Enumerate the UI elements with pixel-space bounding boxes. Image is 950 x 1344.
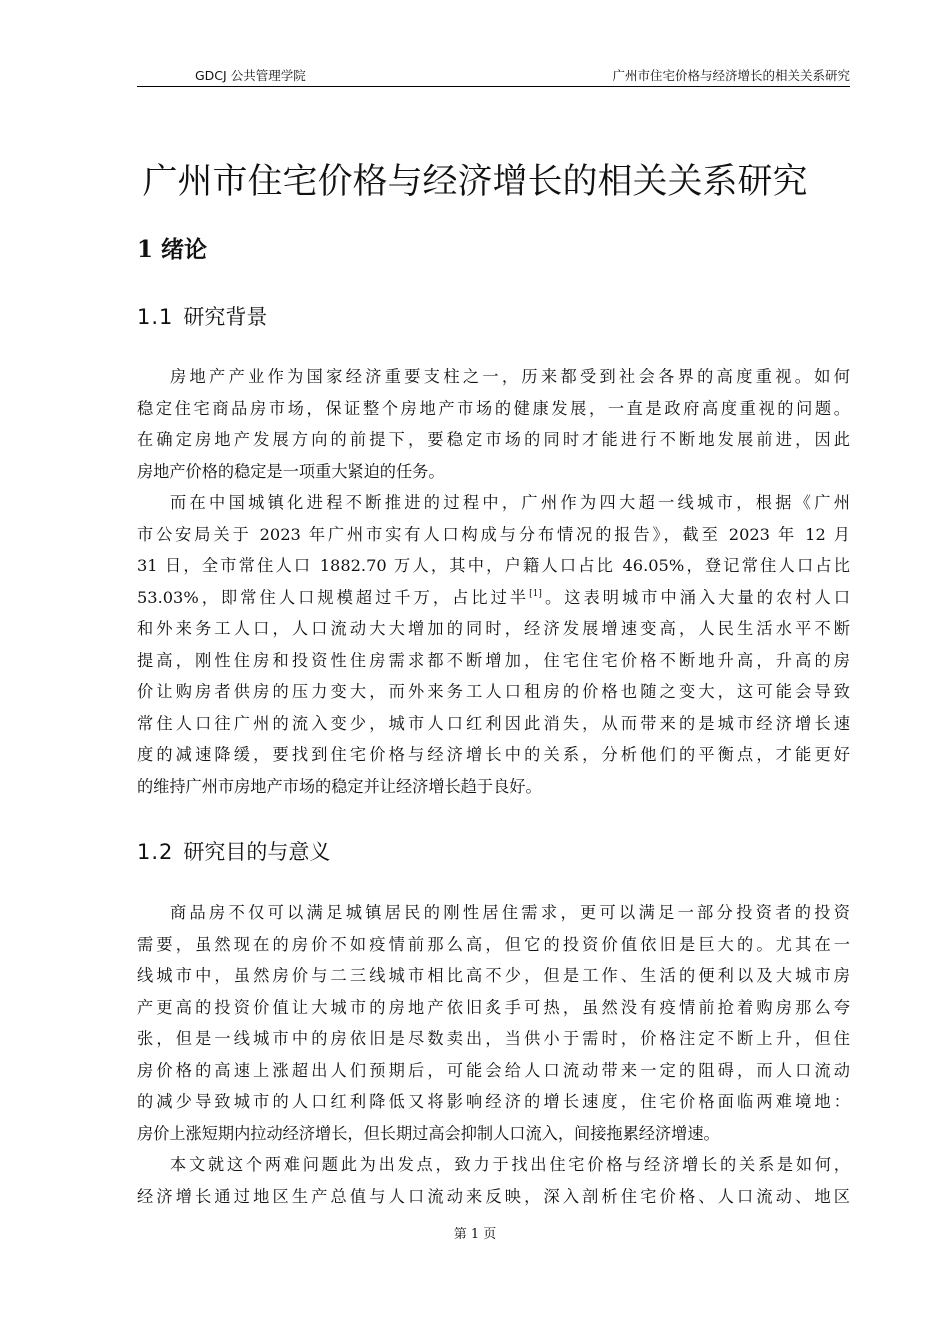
section-title: 研究背景 [183, 305, 268, 329]
header-institution: GDCJ 公共管理学院 [195, 68, 306, 83]
text-segment: 53.03%，即常住人口规模超过千万，占比过半 [137, 587, 530, 607]
header-paper-title: 广州市住宅价格与经济增长的相关关系研究 [612, 68, 850, 83]
text-line: 线城市中，虽然房价与二三线城市相比高不少，但是工作、生活的便利以及大城市房 [137, 966, 850, 985]
text-line: 稳定住宅商品房市场，保证整个房地产市场的健康发展，一直是政府高度重视的问题。 [137, 398, 850, 418]
text-line: 房价上涨短期内拉动经济增长，但长期过高会抑制人口流入，间接拖累经济增速。 [137, 1123, 720, 1143]
paragraph-background-1 [137, 361, 850, 487]
text-line-with-citation [137, 582, 850, 614]
text-line: 房地产产业作为国家经济重要支柱之一，历来都受到社会各界的高度重视。如何 [170, 367, 850, 386]
text-line: 提高，刚性住房和投资性住房需求都不断增加，住宅住宅价格不断地升高，升高的房 [137, 650, 850, 670]
document-title: 广州市住宅价格与经济增长的相关关系研究 [142, 162, 808, 202]
text-line: 需要，虽然现在的房价不如疫情前那么高，但它的投资价值依旧是巨大的。尤其在一 [137, 934, 850, 954]
text-line: 和外来务工人口，人口流动大大增加的同时，经济发展增速变高，人民生活水平不断 [137, 619, 850, 638]
text-line: 市公安局关于 2023 年广州市实有人口构成与分布情况的报告》，截至 2023 年 12 月 [137, 524, 850, 544]
text-line: 而在中国城镇化进程不断推进的过程中，广州作为四大超一线城市，根据《广州 [170, 493, 850, 512]
text-segment: 。这表明城市中涌入大量的农村人口 [541, 587, 850, 607]
text-line: 价让购房者供房的压力变大，而外来务工人口租房的价格也随之变大，这可能会导致 [137, 682, 850, 701]
text-line: 房地产价格的稳定是一项重大紧迫的任务。 [137, 461, 445, 481]
text-line: 度的减速降缓，要找到住宅价格与经济增长中的关系，分析他们的平衡点，才能更好 [137, 745, 850, 764]
chapter-heading: 1 绪论 [137, 236, 208, 263]
section-heading-1-1 [137, 302, 267, 332]
citation-ref[interactable]: [1] [529, 588, 542, 599]
section-title: 研究目的与意义 [183, 840, 331, 864]
text-line: 的维持广州市房地产市场的稳定并让经济增长趋于良好。 [137, 776, 542, 796]
text-line: 在确定房地产发展方向的前提下，要稳定市场的同时才能进行不断地发展前进，因此 [137, 430, 850, 449]
text-line: 商品房不仅可以满足城镇居民的刚性居住需求，更可以满足一部分投资者的投资 [170, 903, 850, 922]
section-number: 1.1 [137, 305, 174, 329]
text-line: 本文就这个两难问题此为出发点，致力于找出住宅价格与经济增长的关系是如何， [170, 1155, 850, 1174]
paragraph-purpose-1 [137, 897, 850, 1149]
text-line: 经济增长通过地区生产总值与人口流动来反映，深入剖析住宅价格、人口流动、地区 [137, 1186, 850, 1206]
section-number: 1.2 [137, 840, 174, 864]
section-heading-1-2 [137, 837, 330, 867]
text-line: 常住人口往广州的流入变少，城市人口红利因此消失，从而带来的是城市经济增长速 [137, 713, 850, 733]
text-line: 张，但是一线城市中的房依旧是尽数卖出，当供小于需时，价格注定不断上升，但住 [137, 1029, 850, 1048]
paragraph-purpose-2 [137, 1149, 850, 1212]
page-header [137, 68, 850, 87]
paragraph-background-2 [137, 487, 850, 802]
page-number: 第 1 页 [453, 1227, 497, 1242]
text-line: 房价格的高速上涨超出人们预期后，可能会给人口流动带来一定的阻碍，而人口流动 [137, 1060, 850, 1080]
text-line: 31 日，全市常住人口 1882.70 万人，其中，户籍人口占比 46.05%，登记常住人口占比 [137, 556, 850, 575]
text-line: 的减少导致城市的人口红利降低又将影响经济的增长速度，住宅价格面临两难境地： [137, 1092, 850, 1111]
text-line: 产更高的投资价值让大城市的房地产依旧炙手可热，虽然没有疫情前抢着购房那么夸 [137, 997, 850, 1017]
